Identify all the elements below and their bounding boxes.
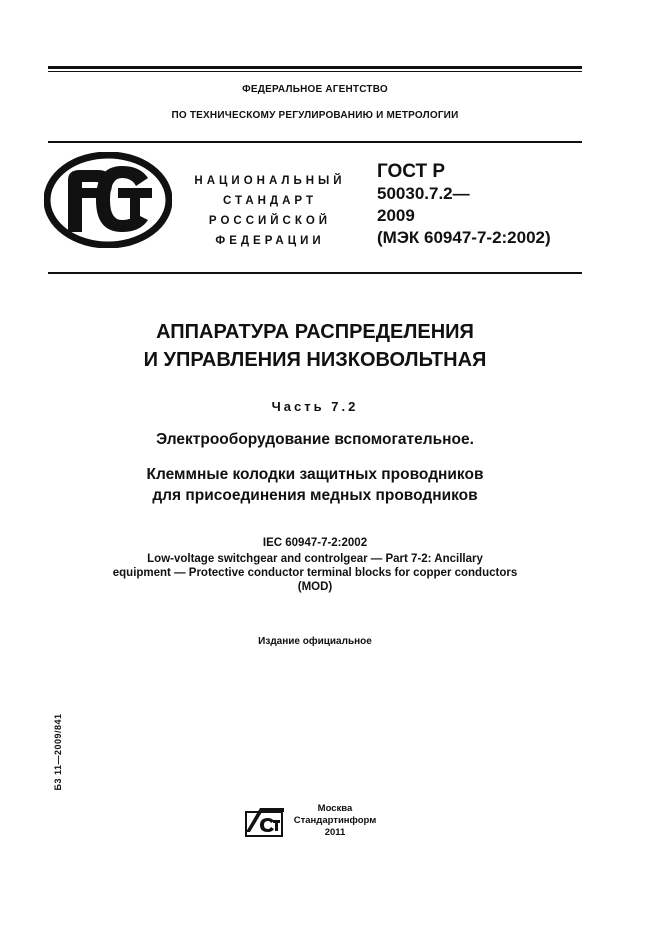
- title-line-2: И УПРАВЛЕНИЯ НИЗКОВОЛЬТНАЯ: [143, 349, 487, 371]
- subtitle-line-3: для присоединения медных проводников: [152, 487, 478, 504]
- title-line-1: АППАРАТУРА РАСПРЕДЕЛЕНИЯ: [156, 321, 474, 343]
- standard-designation: [377, 161, 551, 249]
- publisher-city: Москва: [317, 803, 353, 814]
- standartinform-logo-icon: [244, 806, 286, 838]
- agency-line-2: ПО ТЕХНИЧЕСКОМУ РЕГУЛИРОВАНИЮ И МЕТРОЛОГИИ: [171, 110, 459, 121]
- national-standard-line-4: ФЕДЕРАЦИИ: [215, 235, 325, 247]
- subtitle-line-2: Клеммные колодки защитных проводников: [146, 466, 484, 483]
- iec-line-2: Low-voltage switchgear and controlgear — Part 7-2: Ancillary: [147, 553, 483, 565]
- iec-line-4: (MOD): [297, 581, 333, 593]
- agency-line-1: ФЕДЕРАЛЬНОЕ АГЕНТСТВО: [242, 84, 388, 95]
- designation-line-4: (МЭК 60947-7-2:2002): [377, 228, 551, 247]
- publisher-name: Стандартинформ: [293, 815, 377, 826]
- top-rule-thick: [48, 66, 582, 69]
- iec-line-3: equipment — Protective conductor terminal blocks for copper conductors: [112, 567, 518, 579]
- edition-label: Издание официальное: [258, 636, 372, 647]
- publisher-year: 2011: [324, 827, 346, 838]
- gost-r-logo-icon: [44, 152, 172, 248]
- designation-line-2: 50030.7.2—: [377, 184, 470, 203]
- designation-divider: [48, 272, 582, 274]
- header-divider: [48, 141, 582, 143]
- iec-line-1: IEC 60947-7-2:2002: [262, 537, 368, 549]
- designation-line-3: 2009: [377, 206, 415, 225]
- publisher-block: [290, 803, 380, 839]
- designation-line-1: ГОСТ Р: [377, 161, 446, 182]
- side-code: Б3 11—2009/841: [53, 713, 63, 791]
- national-standard-line-2: СТАНДАРТ: [223, 195, 317, 207]
- subtitle-line-1: Электрооборудование вспомогательное.: [156, 431, 474, 448]
- document-title: [60, 318, 570, 374]
- national-standard-line-1: НАЦИОНАЛЬНЫЙ: [194, 175, 346, 187]
- part-label: Часть 7.2: [271, 399, 359, 414]
- national-standard-label: [170, 171, 370, 251]
- national-standard-line-3: РОССИЙСКОЙ: [208, 215, 332, 227]
- top-rule-thin: [48, 71, 582, 72]
